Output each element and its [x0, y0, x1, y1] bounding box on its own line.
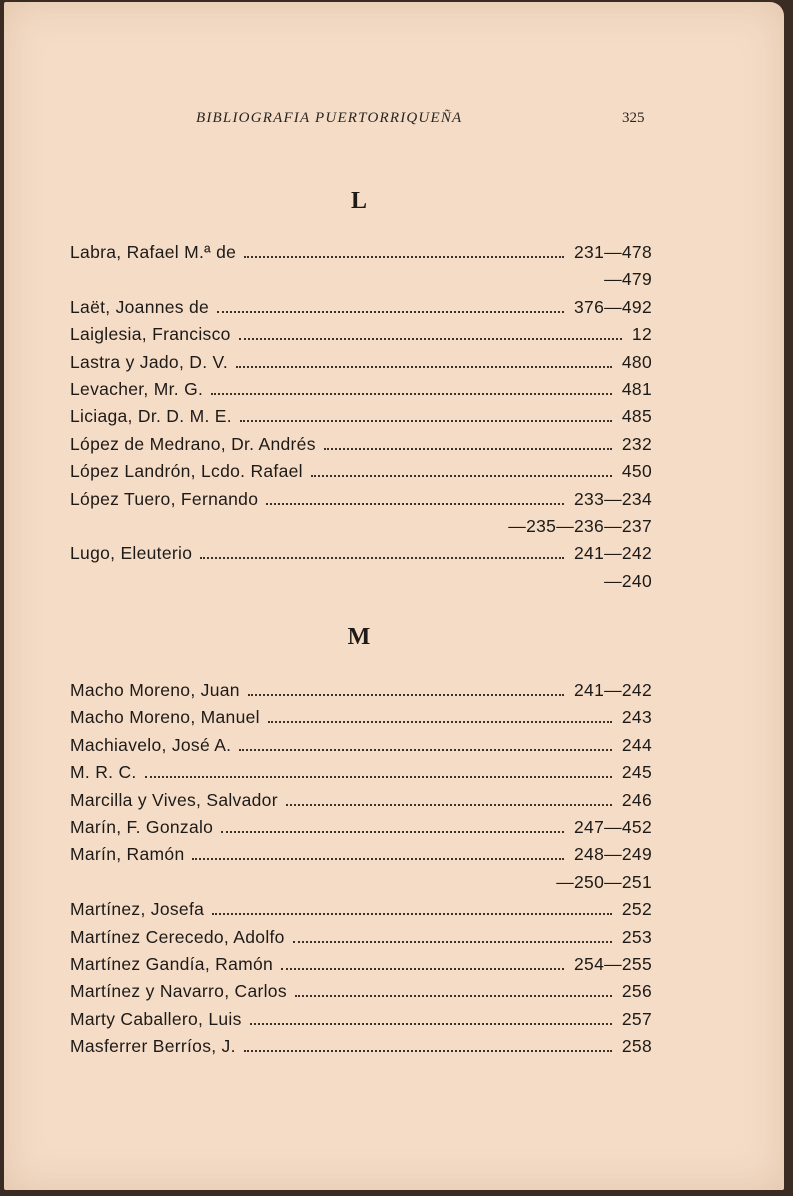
entry-name: Marín, F. Gonzalo — [70, 816, 214, 837]
dot-leader — [248, 694, 564, 696]
dot-leader — [266, 503, 564, 505]
index-entry — [70, 704, 652, 731]
index-entry — [70, 787, 652, 814]
entry-pages: 243 — [621, 707, 652, 728]
entry-name: Liciaga, Dr. D. M. E. — [70, 406, 232, 427]
index-entry — [70, 294, 652, 321]
entry-pages: 248—249 — [574, 844, 652, 865]
index-entry — [70, 951, 652, 978]
entry-pages: —235—236—237 — [508, 515, 652, 536]
entry-pages: 233—234 — [574, 488, 652, 509]
entry-pages: —250—251 — [556, 871, 652, 892]
dot-leader — [240, 420, 612, 422]
dot-leader — [192, 858, 564, 860]
index-entry — [70, 978, 652, 1005]
index-entry — [70, 376, 652, 403]
page-number: 325 — [622, 110, 645, 126]
running-header — [4, 110, 784, 132]
entry-pages: 241—242 — [574, 680, 652, 700]
entry-name: Martínez Cerecedo, Adolfo — [70, 926, 285, 947]
dot-leader — [286, 804, 612, 806]
dot-leader — [200, 557, 564, 559]
entry-name: Labra, Rafael M.ª de — [70, 242, 237, 262]
index-entry-continuation — [70, 266, 652, 293]
dot-leader — [295, 995, 612, 997]
entry-pages: 232 — [621, 433, 652, 454]
dot-leader — [239, 338, 622, 340]
index-entry-continuation — [70, 869, 652, 896]
entry-name: Laiglesia, Francisco — [70, 324, 231, 345]
index-entry — [70, 759, 652, 786]
entry-pages: 480 — [621, 351, 652, 372]
entry-name: López Tuero, Fernando — [70, 488, 259, 509]
entry-pages: 246 — [621, 789, 652, 810]
index-entry — [70, 486, 652, 513]
section-heading-m: M — [347, 624, 371, 650]
index-entry — [70, 924, 652, 951]
entry-pages: 481 — [621, 378, 652, 399]
entry-pages: 256 — [621, 981, 652, 1002]
entry-name: Macho Moreno, Manuel — [70, 707, 260, 728]
index-entry — [70, 239, 652, 266]
dot-leader — [244, 256, 564, 258]
index-entry-continuation — [70, 568, 652, 595]
entry-name: Martínez, Josefa — [70, 899, 205, 920]
index-entry — [70, 677, 652, 704]
entry-name: López Landrón, Lcdo. Rafael — [70, 461, 303, 482]
entry-name: López de Medrano, Dr. Andrés — [70, 433, 316, 454]
entry-pages: —479 — [604, 269, 652, 290]
entry-name: Martínez y Navarro, Carlos — [70, 981, 287, 1002]
entry-name: Machiavelo, José A. — [70, 734, 232, 755]
dot-leader — [250, 1023, 612, 1025]
index-entry — [70, 896, 652, 923]
entry-pages: 485 — [621, 406, 652, 427]
index-entry — [70, 732, 652, 759]
running-title: BIBLIOGRAFIA PUERTORRIQUEÑA — [196, 110, 463, 126]
index-entry — [70, 540, 652, 567]
entry-pages: 254—255 — [574, 953, 652, 974]
entry-pages: 247—452 — [574, 816, 652, 837]
entry-pages: 241—242 — [574, 543, 652, 564]
entry-pages: 253 — [621, 926, 652, 947]
entry-name: Levacher, Mr. G. — [70, 378, 204, 399]
index-entry-continuation — [70, 513, 652, 540]
index-entry — [70, 1033, 652, 1060]
entry-pages: 244 — [621, 734, 652, 755]
dot-leader — [212, 913, 612, 915]
entry-name: Marty Caballero, Luis — [70, 1008, 242, 1029]
entry-name: Marín, Ramón — [70, 844, 185, 865]
section-heading-l: L — [350, 188, 367, 214]
index-entry — [70, 1006, 652, 1033]
dot-leader — [236, 366, 612, 368]
entry-name: Lugo, Eleuterio — [70, 543, 193, 564]
index-entry — [70, 458, 652, 485]
entry-name: M. R. C. — [70, 762, 137, 783]
entry-pages: 12 — [631, 324, 652, 345]
dot-leader — [324, 448, 612, 450]
entry-name: Marcilla y Vives, Salvador — [70, 789, 278, 810]
dot-leader — [221, 831, 564, 833]
dot-leader — [145, 776, 612, 778]
index-entry — [70, 431, 652, 458]
dot-leader — [217, 311, 564, 313]
index-entry — [70, 403, 652, 430]
dot-leader — [239, 749, 612, 751]
index-entry — [70, 814, 652, 841]
entry-name: Martínez Gandía, Ramón — [70, 953, 274, 974]
entry-pages: 257 — [621, 1008, 652, 1029]
entry-pages: 245 — [621, 762, 652, 783]
dot-leader — [281, 968, 564, 970]
index-list-m — [70, 677, 652, 1060]
entry-name: Lastra y Jado, D. V. — [70, 351, 229, 372]
entry-pages: 252 — [621, 899, 652, 920]
index-entry — [70, 841, 652, 868]
entry-name: Masferrer Berríos, J. — [70, 1036, 236, 1057]
entry-name: Macho Moreno, Juan — [70, 680, 240, 700]
entry-pages: 450 — [621, 461, 652, 482]
dot-leader — [211, 393, 612, 395]
index-list-l — [70, 239, 652, 595]
dot-leader — [311, 475, 612, 477]
index-entry — [70, 349, 652, 376]
entry-pages: 258 — [621, 1036, 652, 1057]
entry-pages: 376—492 — [574, 296, 652, 317]
entry-name: Laët, Joannes de — [70, 296, 210, 317]
entry-pages: 231—478 — [574, 242, 652, 262]
dot-leader — [244, 1050, 612, 1052]
dot-leader — [293, 941, 612, 943]
dot-leader — [268, 721, 612, 723]
book-page — [4, 2, 784, 1190]
entry-pages: —240 — [604, 570, 652, 591]
index-entry — [70, 321, 652, 348]
